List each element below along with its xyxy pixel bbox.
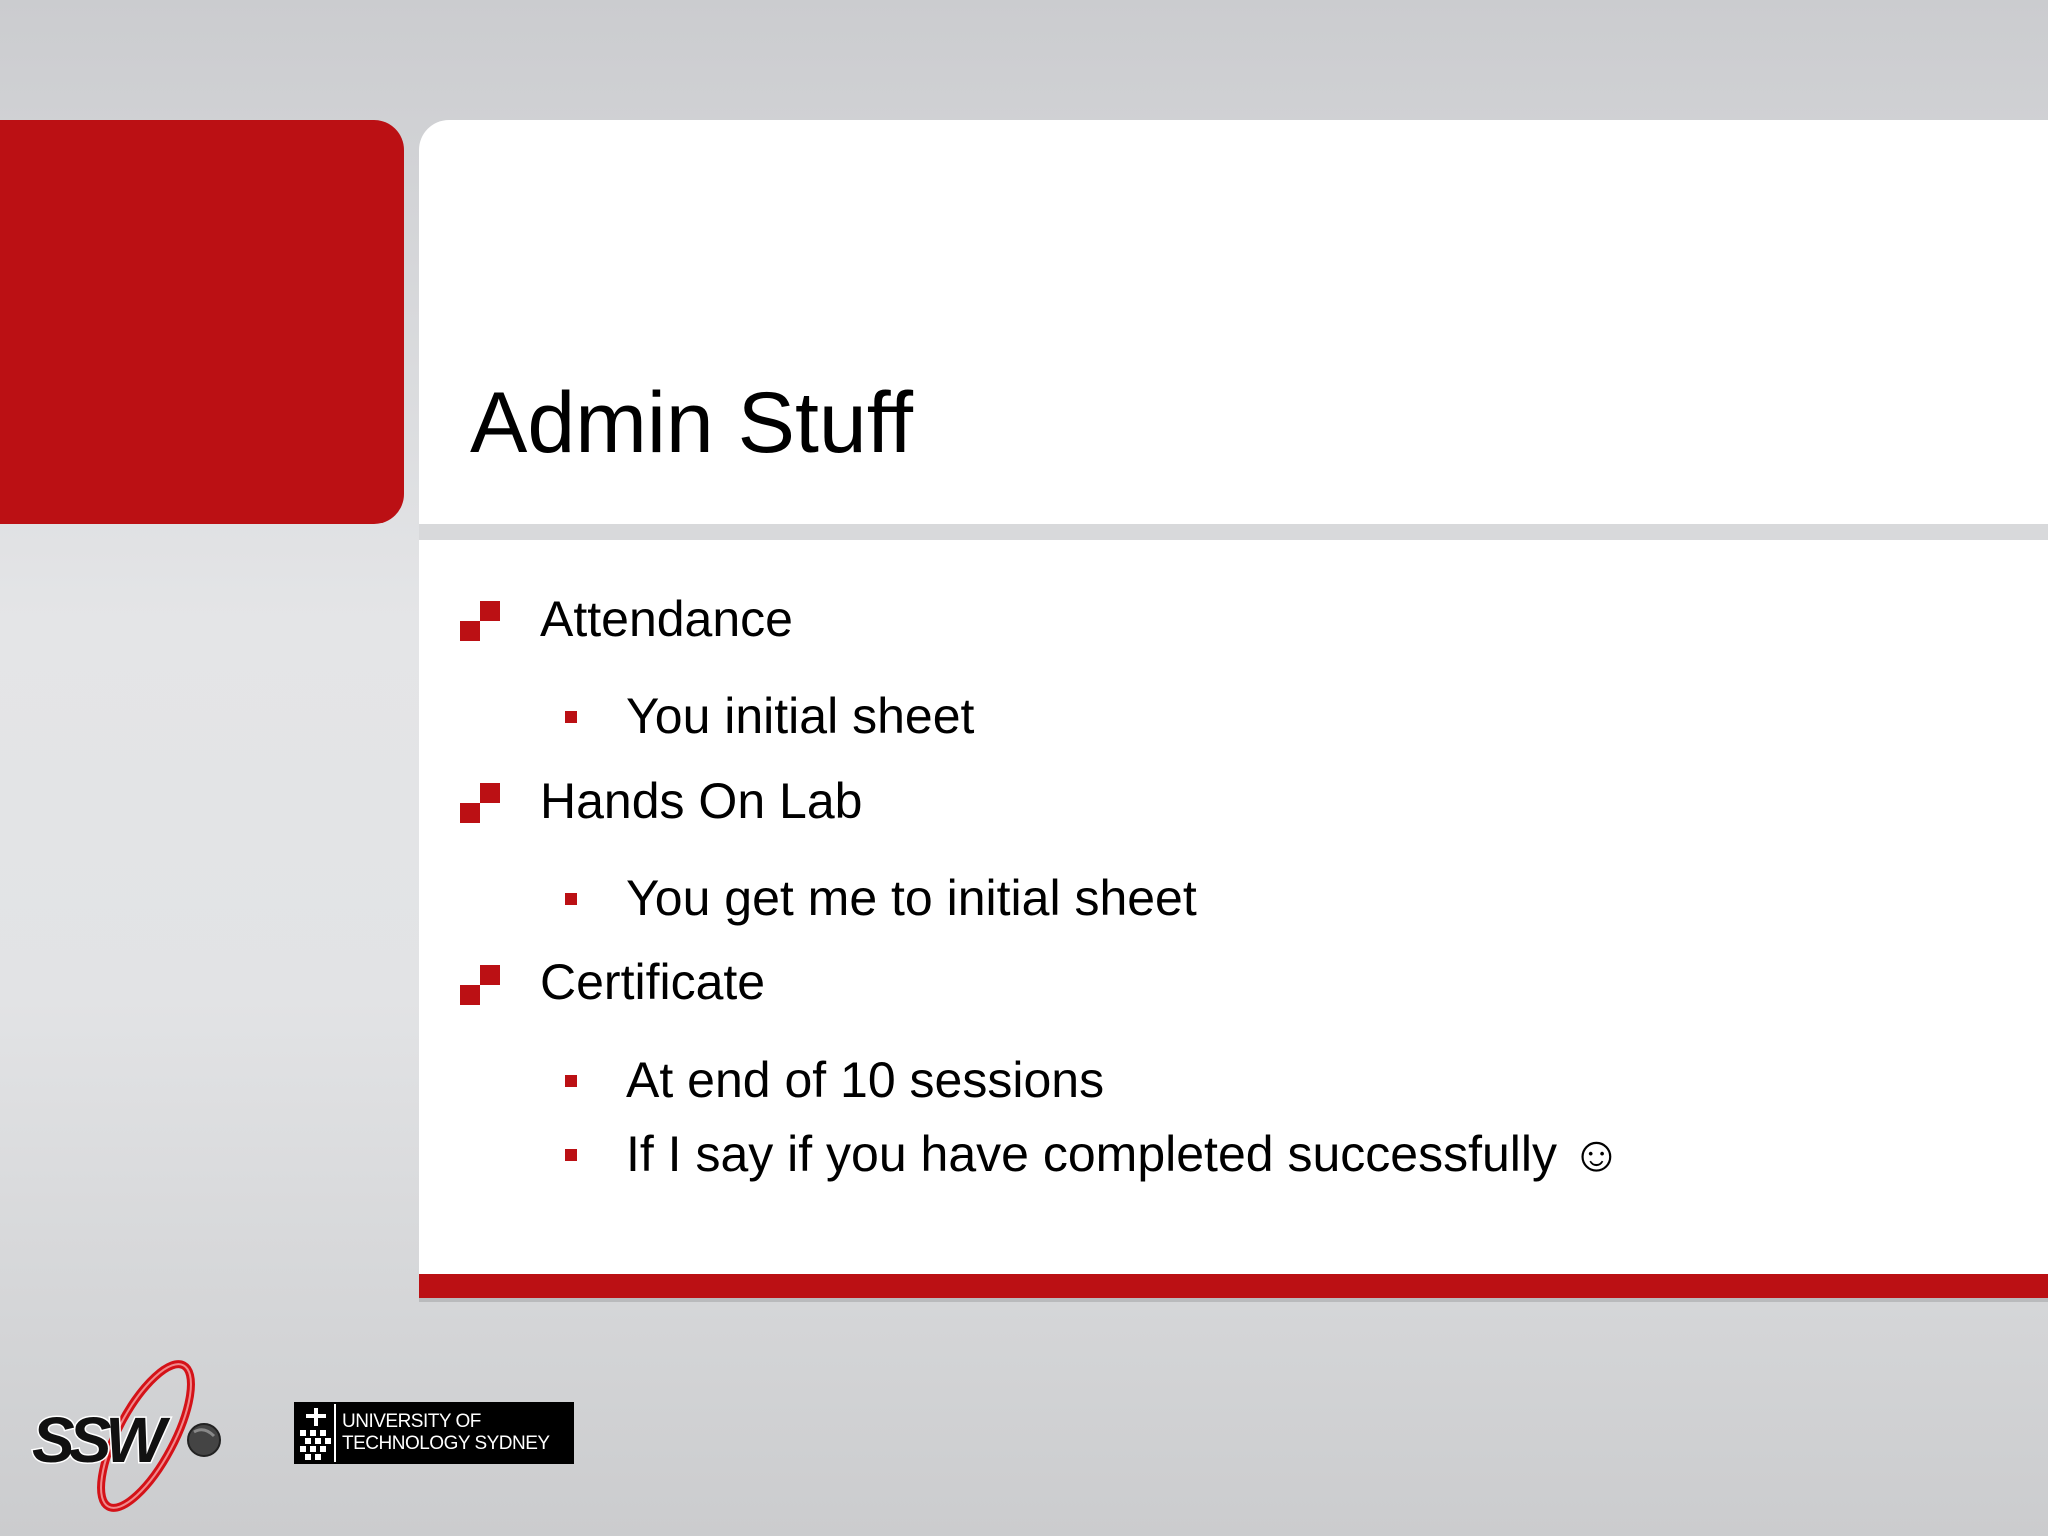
svg-text:SSW: SSW — [32, 1404, 160, 1476]
uts-crest-icon — [296, 1404, 336, 1462]
slide-title: Admin Stuff — [470, 375, 913, 471]
bullet-text: At end of 10 sessions — [626, 1052, 1105, 1108]
uts-logo-line1: UNIVERSITY OF — [342, 1411, 481, 1432]
bullet-text: Attendance — [540, 591, 793, 647]
ssw-logo-icon — [28, 1350, 238, 1520]
red-accent-block — [0, 120, 404, 524]
title-divider — [419, 524, 2048, 540]
content-panel — [419, 540, 2048, 1274]
bullet-text: Certificate — [540, 954, 766, 1010]
bullet-text: Hands On Lab — [540, 773, 863, 829]
ssw-logo — [28, 1350, 238, 1520]
bullet-text: You initial sheet — [626, 688, 975, 744]
bullet-text: You get me to initial sheet — [626, 870, 1197, 926]
uts-logo — [294, 1402, 574, 1464]
uts-logo-line2: TECHNOLOGY SYDNEY — [342, 1433, 550, 1454]
bullet-text: If I say if you have completed successfully ☺ — [626, 1126, 1622, 1182]
bottom-red-bar — [419, 1274, 2048, 1298]
bottom-bar-shadow — [419, 1298, 2048, 1302]
